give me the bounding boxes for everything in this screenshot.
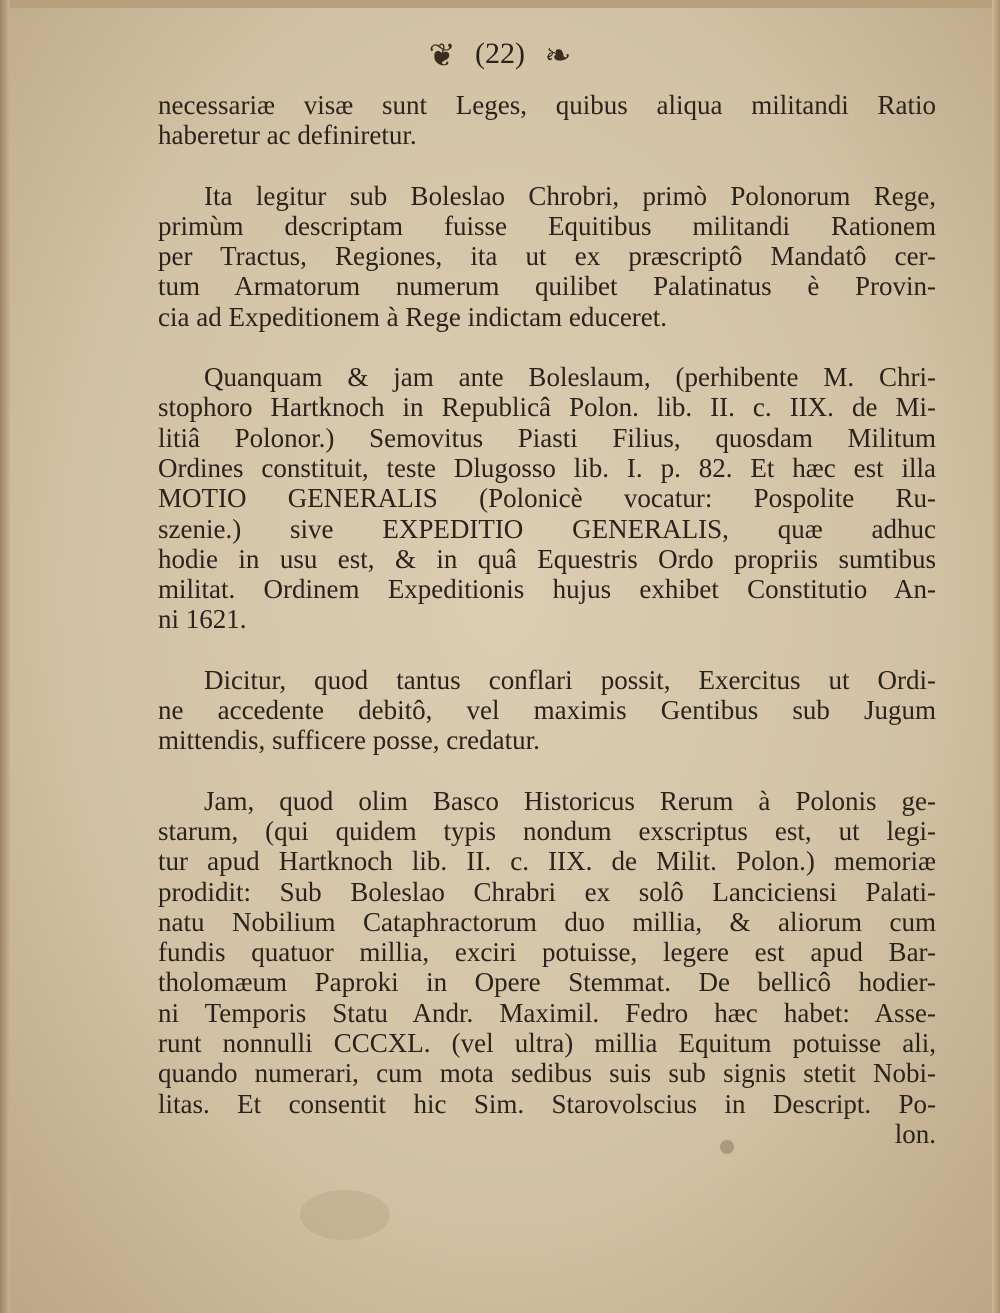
paragraph [158, 90, 936, 151]
paragraph [158, 665, 936, 756]
ornament-left-icon: ❦ [428, 36, 456, 74]
text-line: MOTIO GENERALIS (Polonicè vocatur: Pospolite Ru- [158, 483, 936, 514]
text-line: Dicitur, quod tantus conflari possit, Exercitus ut Ordi- [204, 664, 936, 695]
text-line: ni Temporis Statu Andr. Maximil. Fedro hæc habet: Asse- [158, 997, 936, 1028]
page-top-edge [0, 0, 1000, 8]
text-line: natu Nobilium Cataphractorum duo millia, & aliorum cum [158, 906, 936, 937]
text-line: quando numerari, cum mota sedibus suis sub signis stetit Nobi- [158, 1058, 936, 1089]
ornament-right-icon: ❧ [544, 36, 572, 74]
text-line: ne accedente debitô, vel maximis Gentibus sub Jugum [158, 695, 936, 726]
text-line: tholomæum Paproki in Opere Stemmat. De bellicô hodier- [158, 967, 936, 998]
paragraph [158, 362, 936, 635]
text-line: Ita legitur sub Boleslao Chrobri, primò Polonorum Rege, [204, 180, 936, 211]
text-line: Quanquam & jam ante Boleslaum, (perhibente M. Chri- [204, 362, 936, 393]
text-line: prodidit: Sub Boleslao Chrabri ex solô Lanciciensi Palati- [158, 876, 936, 907]
text-line: starum, (qui quidem typis nondum exscriptus est, ut legi- [158, 815, 936, 846]
text-line: haberetur ac definiretur. [158, 120, 417, 151]
page-right-edge [992, 0, 1000, 1313]
text-line: cia ad Expeditionem à Rege indictam educeret. [158, 301, 668, 332]
text-line: per Tractus, Regiones, ita ut ex præscriptô Mandatô cer- [158, 241, 936, 272]
text-line: fundis quatuor millia, exciri potuisse, legere est apud Bar- [158, 937, 936, 968]
page-number: (22) [475, 37, 525, 70]
text-line: necessariæ visæ sunt Leges, quibus aliqua militandi Ratio [158, 90, 936, 120]
text-line: militat. Ordinem Expeditionis hujus exhibet Constitutio An- [158, 574, 936, 605]
text-line: mittendis, sufficere posse, credatur. [158, 725, 540, 756]
page-header [0, 36, 1000, 74]
text-line: lon. [894, 1118, 936, 1149]
text-line: runt nonnulli CCCXL. (vel ultra) millia Equitum potuisse ali, [158, 1028, 936, 1059]
text-line: Jam, quod olim Basco Historicus Rerum à Polonis ge- [204, 785, 936, 816]
paragraph [158, 181, 936, 332]
text-line: tum Armatorum numerum quilibet Palatinatus è Provin- [158, 271, 936, 302]
text-line: litas. Et consentit hic Sim. Starovolscius in Descript. Po- [158, 1088, 936, 1119]
text-line: szenie.) sive EXPEDITIO GENERALIS, quæ adhuc [158, 513, 936, 544]
page-body-text [158, 90, 936, 1149]
text-line: litiâ Polonor.) Semovitus Piasti Filius, quosdam Militum [158, 422, 936, 453]
text-line: hodie in usu est, & in quâ Equestris Ordo propriis sumtibus [158, 543, 936, 574]
text-line: stophoro Hartknoch in Republicâ Polon. lib. II. c. IIX. de Mi- [158, 392, 936, 423]
text-line: Ordines constituit, teste Dlugosso lib. I. p. 82. Et hæc est illa [158, 452, 936, 483]
text-line: ni 1621. [158, 604, 247, 635]
text-line: primùm descriptam fuisse Equitibus militandi Rationem [158, 210, 936, 241]
text-line: tur apud Hartknoch lib. II. c. IIX. de Milit. Polon.) memoriæ [158, 846, 936, 877]
paper-stain [300, 1190, 390, 1240]
paragraph [158, 786, 936, 1150]
page-left-edge [0, 0, 10, 1313]
